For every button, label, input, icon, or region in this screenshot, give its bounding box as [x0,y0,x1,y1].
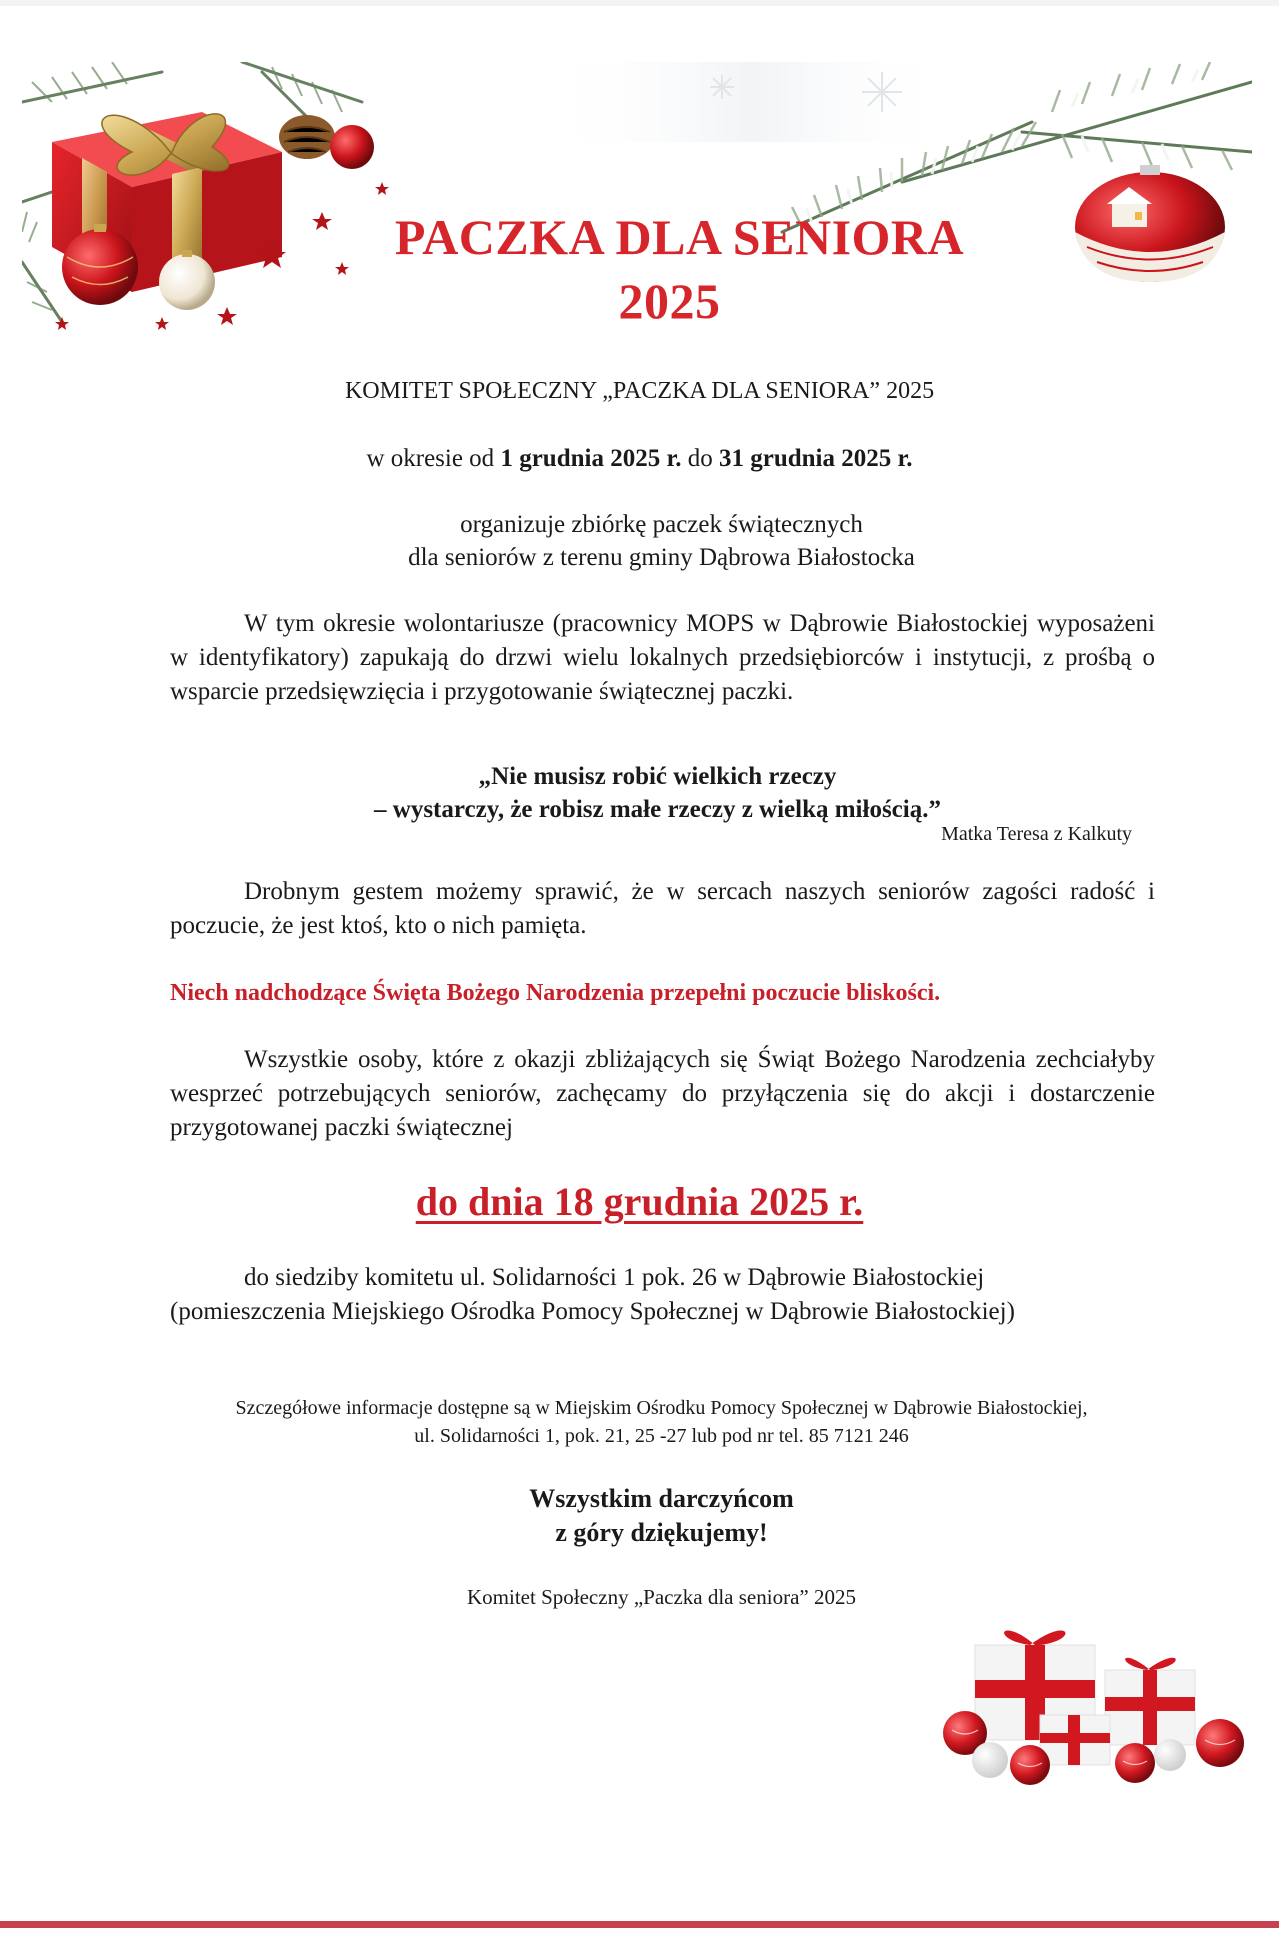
address-line-2: (pomieszczenia Miejskiego Ośrodka Pomocy Społecznej w Dąbrowie Białostockiej) [170,1298,1015,1325]
committee-heading: KOMITET SPOŁECZNY „PACZKA DLA SENIORA” 2025 [344,378,935,404]
period-prefix: w okresie od [366,445,501,472]
thanks-line-1: Wszystkim darczyńcom [529,1484,794,1513]
quote-line-2: – wystarczy, że robisz małe rzeczy z wielką miłością.” [374,796,941,823]
address-line-1: do siedziby komitetu ul. Solidarności 1 pok. 26 w Dąbrowie Białostockiej [244,1264,985,1291]
top-edge [0,0,1279,6]
page-title: PACZKA DLA SENIORA [394,209,965,265]
paragraph-volunteers: W tym okresie wolontariusze (pracownicy MOPS w Dąbrowie Białostockiej wyposażeni w identyfikatory) zapukają do drzwi wielu lokalnych przedsiębiorców i instytucji, z prośbą o wsparcie przedsięwzięcia i przygotowanie świątecznej paczki. [170,610,1155,705]
paragraph-gesture: Drobnym gestem możemy sprawić, że w sercach naszych seniorów zagości radość i poczucie, że jest ktoś, kto o nich pamięta. [170,878,1155,939]
thanks-line-2: z góry dziękujemy! [555,1518,768,1547]
period-start: 1 grudnia 2025 r. [500,445,682,472]
period-end: 31 grudnia 2025 r. [719,445,913,472]
deadline: do dnia 18 grudnia 2025 r. [415,1179,864,1224]
details-line-1: Szczegółowe informacje dostępne są w Miejskim Ośrodku Pomocy Społecznej w Dąbrowie Białostockiej, [235,1397,1088,1419]
period-mid: do [681,445,719,472]
gift-boxes-illustration [930,1615,1260,1790]
bottom-border [0,1921,1279,1928]
organizes-line-1: organizuje zbiórkę paczek świątecznych [460,511,863,538]
page-title-year: 2025 [618,273,721,329]
organizes-line-2: dla seniorów z terenu gminy Dąbrowa Białostocka [408,544,915,571]
details-line-2: ul. Solidarności 1, pok. 21, 25 -27 lub pod nr tel. 85 7121 246 [414,1425,909,1447]
paragraph-invitation: Wszystkie osoby, które z okazji zbliżających się Świąt Bożego Narodzenia zechciałyby wesprzeć potrzebujących seniorów, zachęcamy do przyłączenia się do akcji i dostarczenie przygotowanej paczki świątecznej [170,1046,1155,1141]
holiday-wish: Niech nadchodzące Święta Bożego Narodzenia przepełni poczucie bliskości. [170,980,941,1006]
quote-author: Matka Teresa z Kalkuty [941,823,1132,845]
quote-line-1: „Nie musisz robić wielkich rzeczy [478,763,837,790]
collection-period [0,442,1279,475]
signature: Komitet Społeczny „Paczka dla seniora” 2025 [467,1585,856,1609]
